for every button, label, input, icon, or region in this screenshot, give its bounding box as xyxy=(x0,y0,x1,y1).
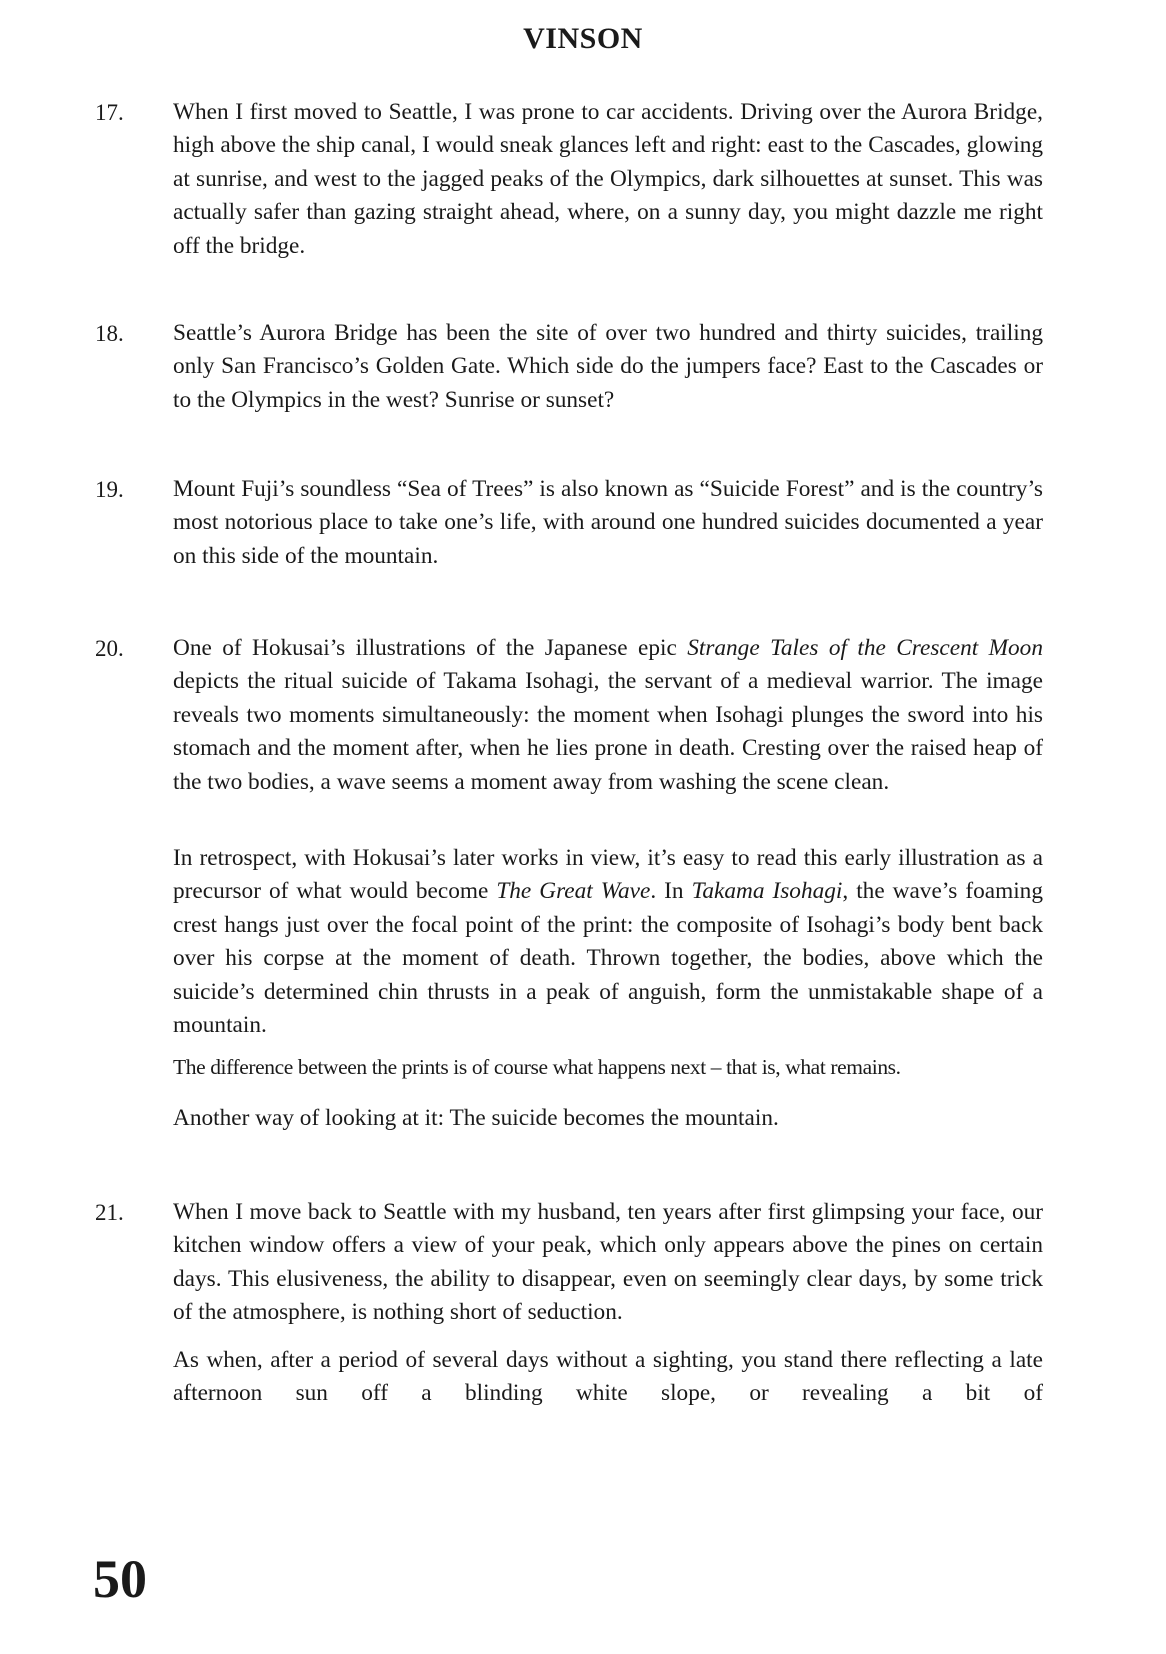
text-run: , the wave’s foaming crest hangs just over the focal point of the print: the composite of Isohagi’s body bent back over his corpse at the moment of death. Thrown together, the bodies, above which the suicide’s determined chin thrusts in a peak of anguish, form the unmistakable shape of a mountain. xyxy=(173,878,1043,1039)
work-title: The Great Wave xyxy=(496,878,651,905)
work-title: Takama Isohagi xyxy=(691,878,843,905)
entry-number: 18. xyxy=(95,321,124,346)
entry-number: 21. xyxy=(95,1200,124,1225)
paragraph: Another way of looking at it: The suicide becomes the mountain. xyxy=(173,1105,779,1131)
paragraph: The difference between the prints is of course what happens next – that is, what remains. xyxy=(173,1055,901,1079)
work-title: Strange Tales of the Crescent Moon xyxy=(687,635,1043,661)
paragraph: When I move back to Seattle with my husband, ten years after first glimpsing your face, our kitchen window offers a view of your peak, which only appears above the pines on certain days. This elusiveness, the ability to disappear, even on seemingly clear days, by some trick of the atmosphere, is nothing short of seduction. xyxy=(173,1199,1043,1326)
text-run: . In xyxy=(650,878,692,905)
entry-number: 20. xyxy=(95,636,124,661)
running-head: VINSON xyxy=(523,22,643,55)
paragraph xyxy=(173,842,1043,1042)
page-number: 50 xyxy=(93,1549,147,1609)
paragraph: Mount Fuji’s soundless “Sea of Trees” is also known as “Suicide Forest” and is the country’s most notorious place to take one’s life, with around one hundred suicides documented a year on this side of the mountain. xyxy=(173,476,1043,569)
paragraph: Seattle’s Aurora Bridge has been the site of over two hundred and thirty suicides, trailing only San Francisco’s Golden Gate. Which side do the jumpers face? East to the Cascades or to the Olympics in the west? Sunrise or sunset? xyxy=(173,320,1043,413)
text-run: One of Hokusai’s illustrations of the Japanese epic xyxy=(173,635,688,661)
text-run: In retrospect, with Hokusai’s later works in view, it’s easy to read this early illustration as a precursor of what would become xyxy=(173,845,1043,905)
text-run: depicts the ritual suicide of Takama Isohagi, the servant of a medieval warrior. The image reveals two moments simultaneously: the moment when Isohagi plunges the sword into his stomach and the moment after, when he lies prone in death. Cresting over the raised heap of the two bodies, a wave seems a moment away from washing the scene clean. xyxy=(173,668,1043,795)
paragraph: When I first moved to Seattle, I was prone to car accidents. Driving over the Aurora Bridge, high above the ship canal, I would sneak glances left and right: east to the Cascades, glowing at sunrise, and west to the jagged peaks of the Olympics, dark silhouettes at sunset. This was actually safer than gazing straight ahead, where, on a sunny day, you might dazzle me right off the bridge. xyxy=(173,99,1043,259)
paragraph xyxy=(173,632,1043,799)
paragraph: As when, after a period of several days without a sighting, you stand there reflecting a late afternoon sun off a blinding white slope, or revealing a bit of xyxy=(173,1347,1043,1407)
entry-number: 17. xyxy=(95,100,124,125)
entry-number: 19. xyxy=(95,477,124,502)
